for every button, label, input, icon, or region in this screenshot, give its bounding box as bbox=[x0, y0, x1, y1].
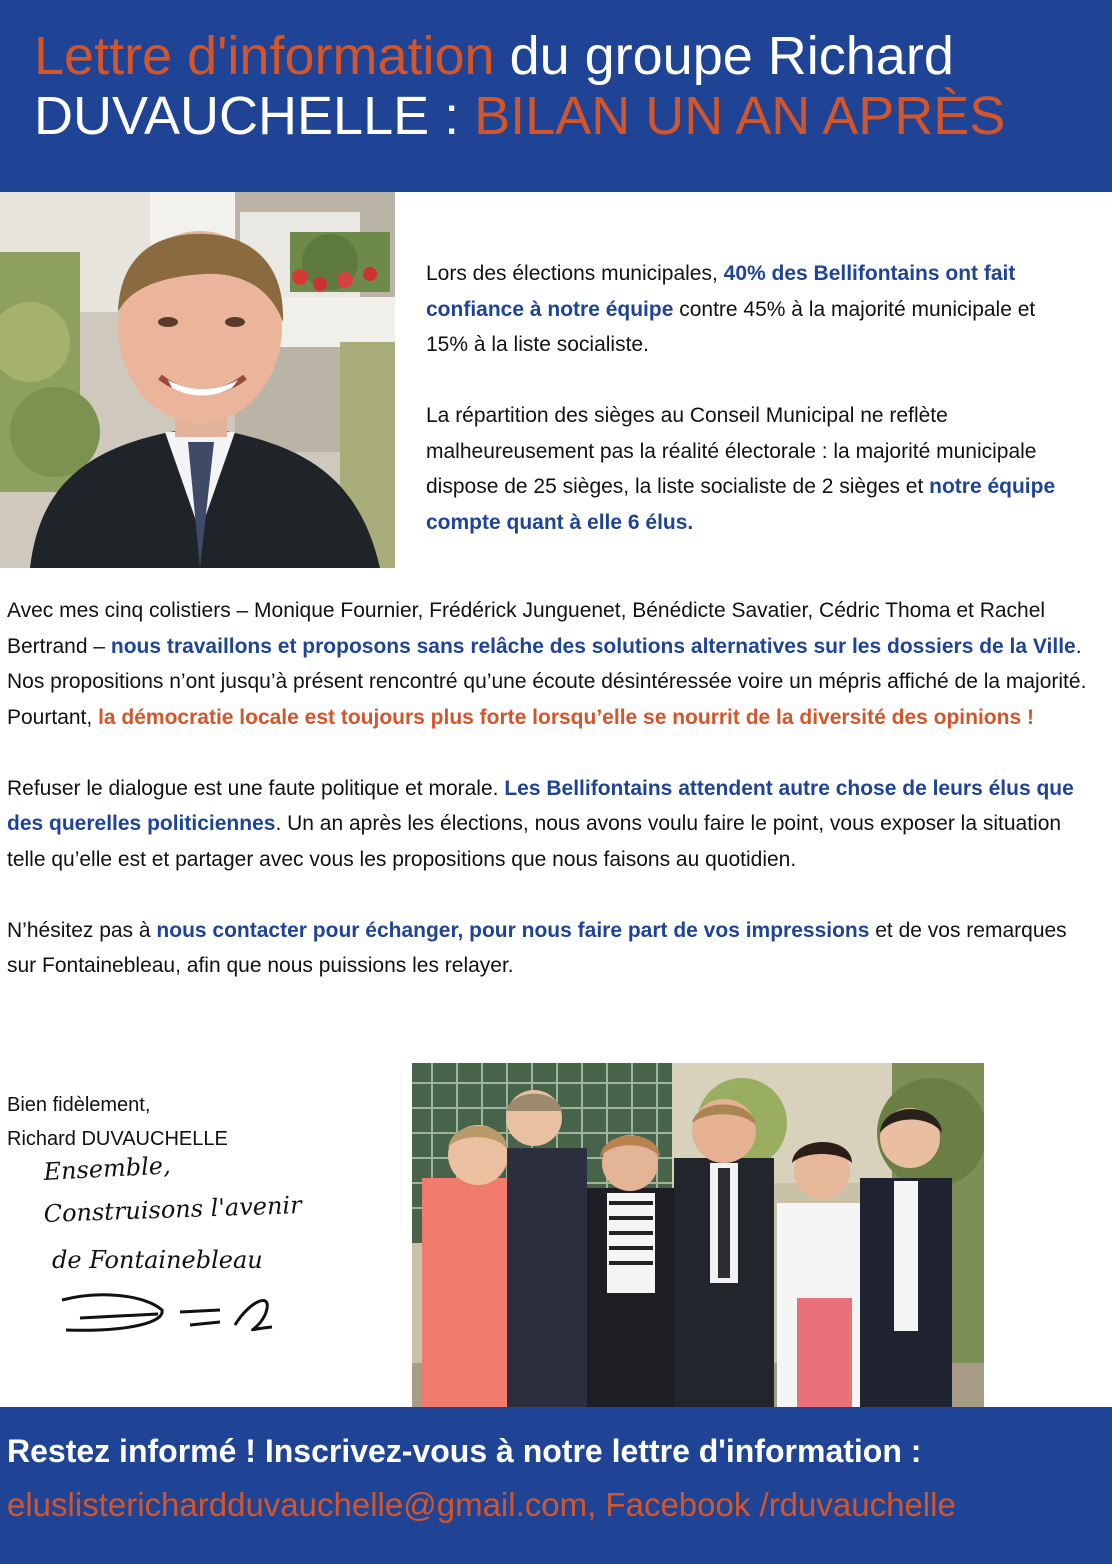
highlight-blue: nous contacter pour échanger, pour nous faire part de vos impressions bbox=[156, 918, 870, 942]
text-run: Lors des élections municipales, bbox=[426, 262, 724, 285]
closing-salutation: Bien fidèlement, bbox=[7, 1094, 151, 1116]
intro-text bbox=[426, 256, 1066, 576]
closing-block bbox=[7, 1088, 228, 1156]
page-title bbox=[34, 26, 1104, 146]
footer-contact-links[interactable]: eluslisterichardduvauchelle@gmail.com, Facebook /rduvauchelle bbox=[7, 1486, 956, 1523]
paragraph-contact bbox=[7, 913, 1097, 984]
text-run: contre 45% à la majorité municipale et 15% à la liste socialiste. bbox=[426, 297, 1036, 356]
title-main: du groupe Richard DUVAUCHELLE : bbox=[34, 26, 954, 146]
closing-author: Richard DUVAUCHELLE bbox=[7, 1128, 228, 1150]
svg-text:Construisons l'avenir: Construisons l'avenir bbox=[43, 1191, 303, 1228]
svg-text:de Fontainebleau: de Fontainebleau bbox=[52, 1246, 263, 1274]
handwritten-signature bbox=[40, 1150, 360, 1350]
text-run: La répartition des sièges au Conseil Municipal ne reflète malheureusement pas la réalité électorale : la majorité municipale dispose de 25 sièges, la liste socialiste de 2 sièges et bbox=[426, 404, 1037, 498]
highlight-blue: notre équipe compte quant à elle 6 élus. bbox=[426, 475, 1056, 534]
footer-banner bbox=[0, 1407, 1112, 1564]
title-highlight: Lettre d'information bbox=[34, 26, 495, 86]
text-run: et de vos remarques sur Fontainebleau, afin que nous puissions les relayer. bbox=[7, 918, 1067, 977]
intro-paragraph-seats bbox=[426, 398, 1066, 540]
highlight-orange: la démocratie locale est toujours plus forte lorsqu’elle se nourrit de la diversité des opinions ! bbox=[98, 705, 1034, 729]
title-subtitle: BILAN UN AN APRÈS bbox=[474, 86, 1006, 146]
text-run: . Nos propositions n’ont jusqu’à présent rencontré qu’une écoute désintéressée voire un mépris affiché de la majorité. Pourtant, bbox=[7, 634, 1087, 729]
highlight-blue: 40% des Bellifontains ont fait confiance à notre équipe bbox=[426, 262, 1016, 321]
header-banner bbox=[0, 0, 1112, 192]
portrait-photo bbox=[0, 192, 395, 568]
highlight-blue: nous travaillons et proposons sans relâche des solutions alternatives sur les dossiers de la Ville bbox=[110, 634, 1076, 658]
paragraph-dialogue bbox=[7, 771, 1097, 878]
intro-paragraph-results bbox=[426, 256, 1066, 363]
team-photo bbox=[412, 1063, 984, 1407]
text-run: N’hésitez pas à bbox=[7, 918, 157, 942]
paragraph-colistiers bbox=[7, 593, 1097, 735]
svg-text:Ensemble,: Ensemble, bbox=[42, 1151, 172, 1186]
text-run: Refuser le dialogue est une faute politique et morale. bbox=[7, 776, 505, 800]
text-run: . Un an après les élections, nous avons voulu faire le point, vous exposer la situation telle qu’elle est et partager avec vous les propositions que nous faisons au quotidien. bbox=[7, 812, 1062, 871]
text-run: Avec mes cinq colistiers – Monique Fournier, Frédérick Junguenet, Bénédicte Savatier, Cédric Thoma et Rachel Bertrand – bbox=[7, 599, 1046, 658]
footer-call-to-action: Restez informé ! Inscrivez-vous à notre lettre d'information : bbox=[7, 1433, 922, 1469]
body-text bbox=[7, 593, 1097, 1019]
highlight-blue: Les Bellifontains attendent autre chose de leurs élus que des querelles politiciennes bbox=[7, 776, 1074, 835]
